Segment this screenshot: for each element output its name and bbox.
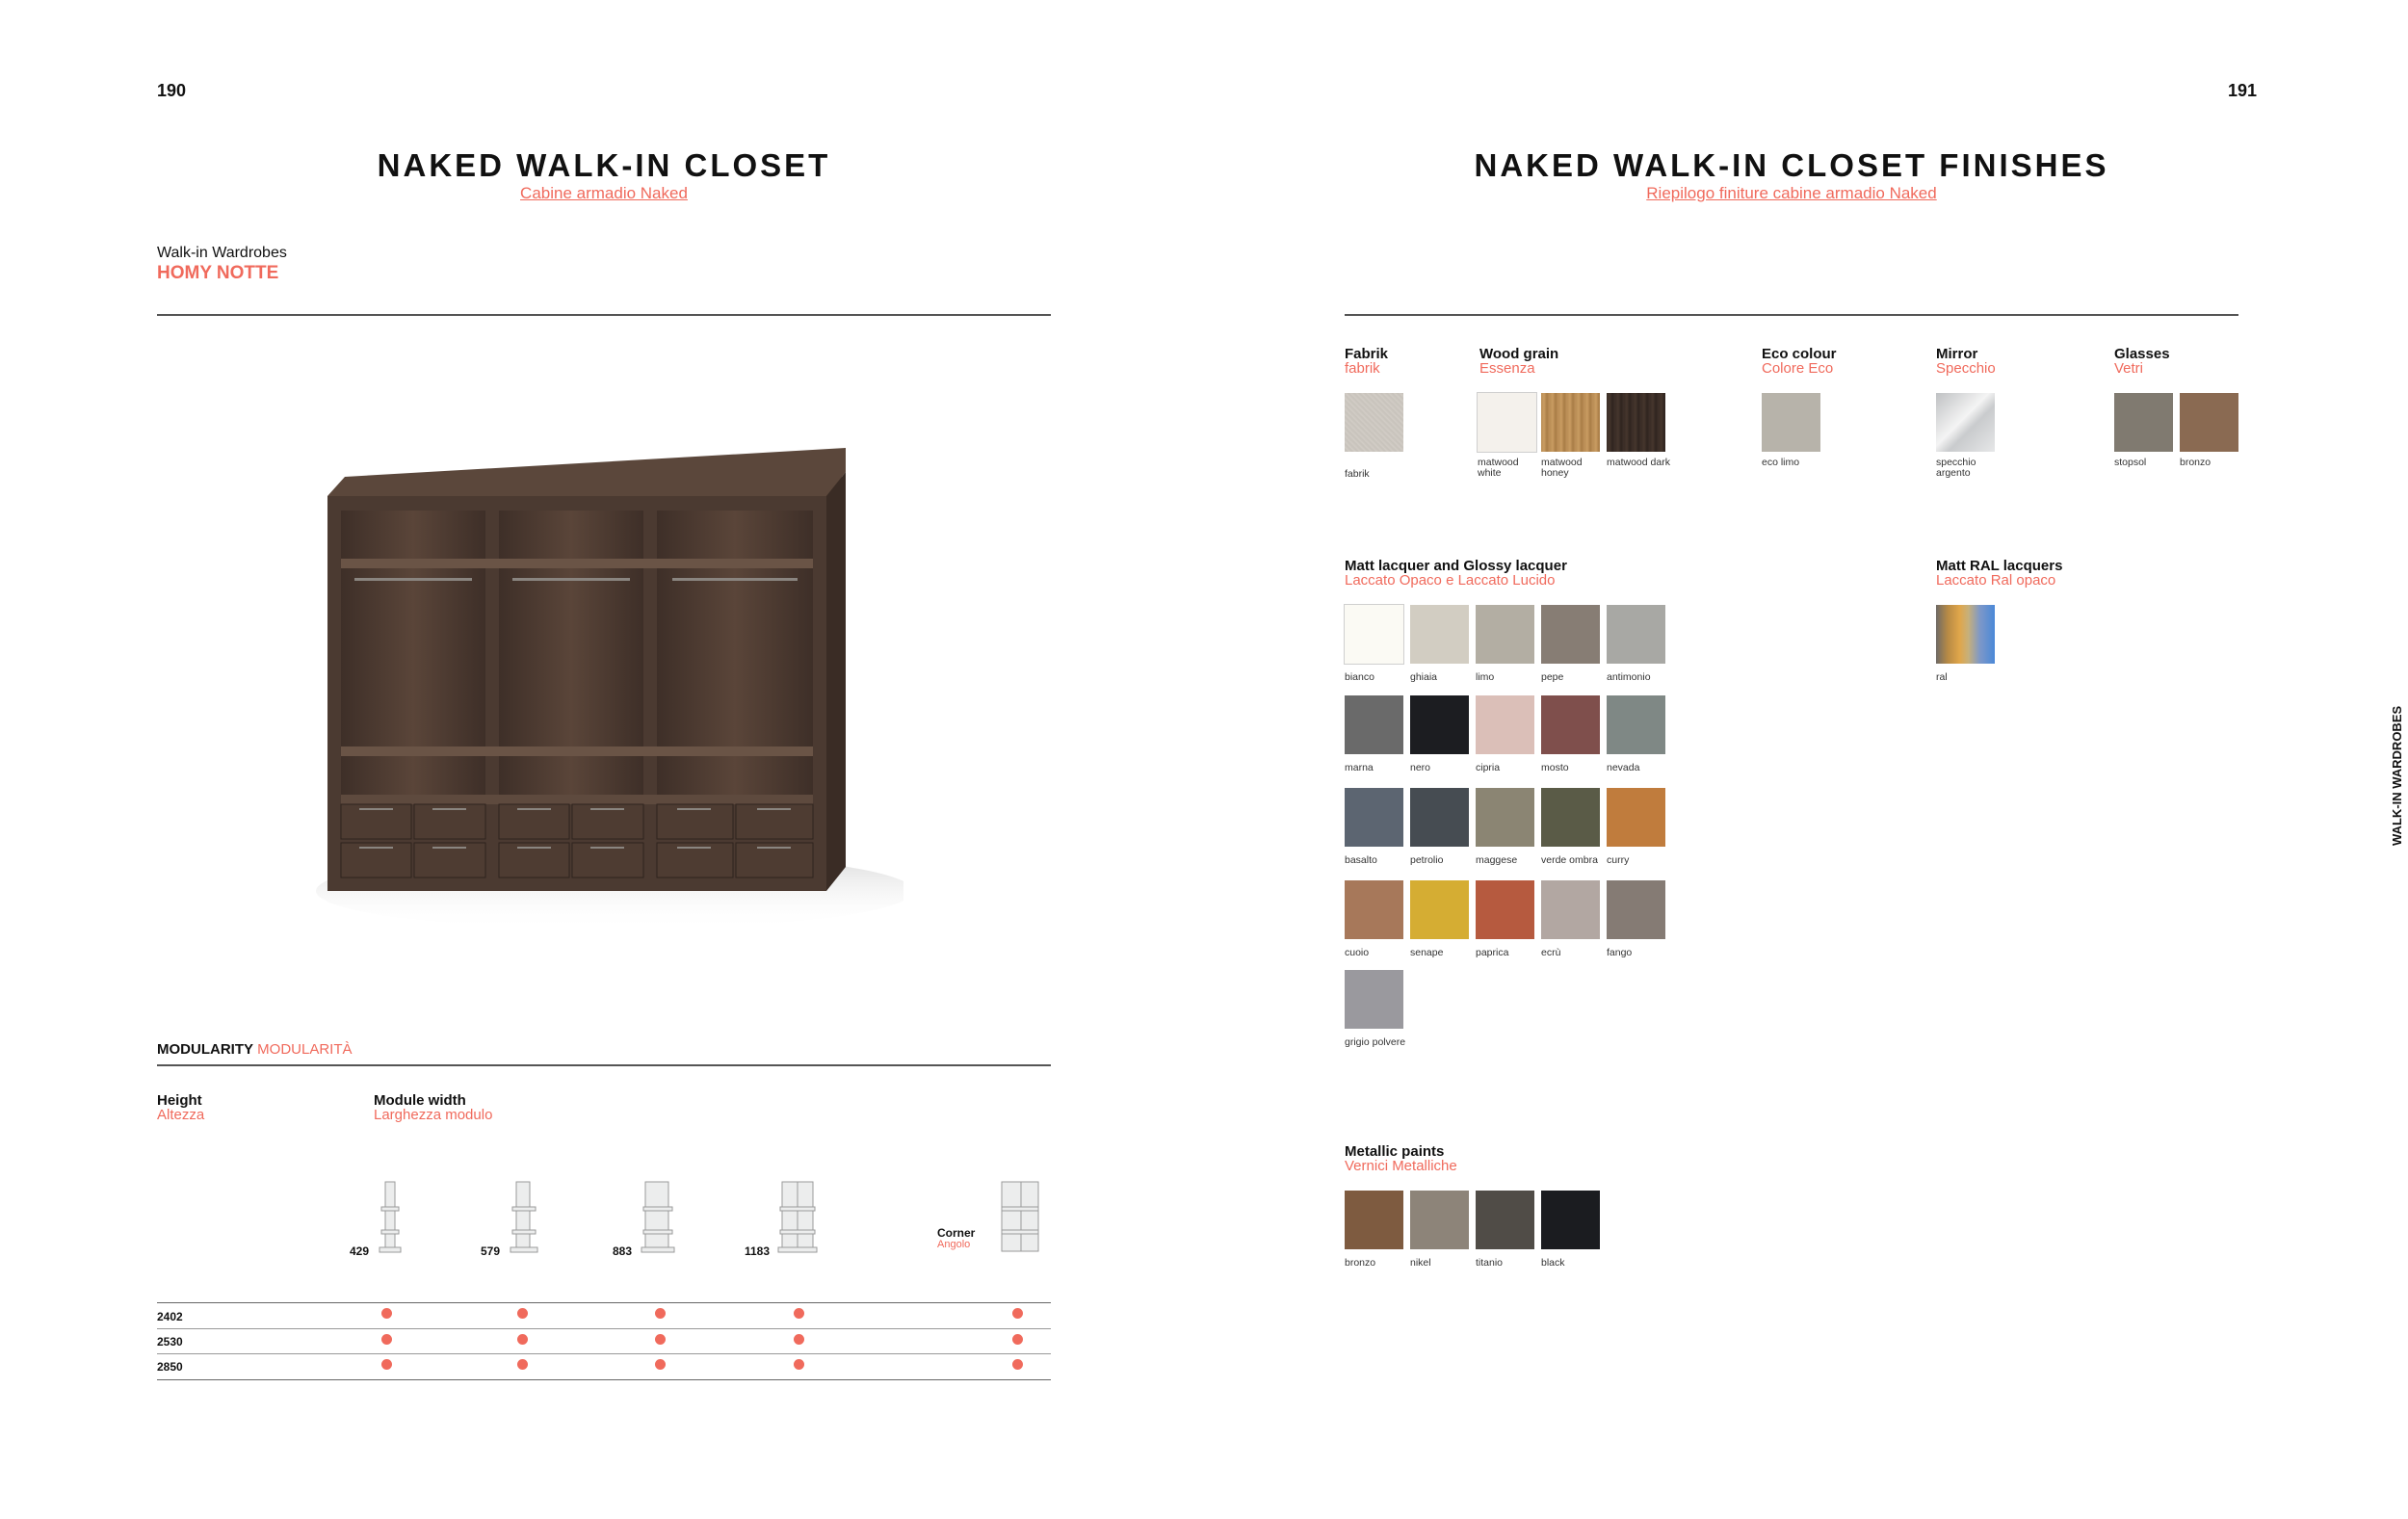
page-number-left: 190: [157, 81, 187, 100]
swatch-label: nero: [1410, 762, 1431, 773]
swatch-cuoio[interactable]: [1345, 880, 1403, 939]
corner-label: Corner: [937, 1226, 976, 1240]
swatch-ghiaia[interactable]: [1410, 605, 1469, 664]
availability-dot: [517, 1359, 528, 1370]
availability-dot: [794, 1359, 804, 1370]
swatch-label: marna: [1345, 762, 1374, 773]
swatch-matwood-dark[interactable]: [1607, 393, 1665, 452]
corner-label-it: Angolo: [937, 1239, 971, 1250]
swatch-label: paprica: [1476, 947, 1509, 958]
swatch-label: senape: [1410, 947, 1444, 958]
swatch-nevada[interactable]: [1607, 695, 1665, 754]
width-579: 579: [481, 1244, 501, 1258]
module-icon-1183: [776, 1180, 821, 1260]
swatch-label: petrolio: [1410, 854, 1444, 866]
swatch-label: ghiaia: [1410, 671, 1438, 683]
modularity-divider: [157, 1064, 1051, 1066]
swatch-marna[interactable]: [1345, 695, 1403, 754]
swatch-label: bronzo: [2180, 457, 2212, 468]
height-2530: 2530: [157, 1335, 183, 1349]
swatch-label: maggese: [1476, 854, 1518, 866]
swatch-matwood-white[interactable]: [1478, 393, 1536, 452]
module-icon-883: [640, 1180, 678, 1260]
swatch-label: verde ombra: [1541, 854, 1598, 866]
swatch-basalto[interactable]: [1345, 788, 1403, 847]
page-title-left: NAKED WALK-IN CLOSET: [377, 147, 831, 183]
eco-subheading: Colore Eco: [1762, 360, 1834, 377]
divider: [1345, 314, 2238, 316]
swatch-label: matwood honey: [1541, 457, 1583, 479]
modularity-heading: [157, 1041, 353, 1058]
swatch-label: ecrù: [1541, 947, 1561, 958]
width-883: 883: [613, 1244, 633, 1258]
lacquer-heading: Matt lacquer and Glossy lacquer: [1345, 558, 1567, 574]
ral-heading: Matt RAL lacquers: [1936, 558, 2063, 574]
module-width-label-it: Larghezza modulo: [374, 1107, 493, 1123]
module-width-label: Module width: [374, 1092, 466, 1109]
swatch-titanio[interactable]: [1476, 1191, 1534, 1249]
swatch-bronzo[interactable]: [1345, 1191, 1403, 1249]
swatch-nero[interactable]: [1410, 695, 1469, 754]
ral-subheading: Laccato Ral opaco: [1936, 572, 2056, 589]
availability-dot: [517, 1334, 528, 1345]
table-rule: [157, 1353, 1051, 1354]
availability-dot: [1012, 1334, 1023, 1345]
swatch-pepe[interactable]: [1541, 605, 1600, 664]
page-number-right: 191: [2228, 81, 2258, 100]
swatch-ral[interactable]: [1936, 605, 1995, 664]
modularity-label: MODULARITY: [157, 1041, 253, 1058]
swatch-label: bronzo: [1345, 1257, 1376, 1269]
swatch-label: nevada: [1607, 762, 1640, 773]
module-icon-corner: [998, 1180, 1044, 1260]
glasses-subheading: Vetri: [2114, 360, 2144, 377]
swatch-label: eco limo: [1762, 457, 1800, 468]
swatch-label: matwood dark: [1607, 457, 1670, 468]
availability-dot: [517, 1308, 528, 1319]
swatch-label: limo: [1476, 671, 1495, 683]
table-rule: [157, 1328, 1051, 1329]
swatch-verde-ombra[interactable]: [1541, 788, 1600, 847]
swatch-label: cipria: [1476, 762, 1501, 773]
availability-dot: [381, 1308, 392, 1319]
availability-dot: [1012, 1308, 1023, 1319]
modularity-label-it: MODULARITÀ: [257, 1041, 353, 1058]
swatch-label: nikel: [1410, 1257, 1431, 1269]
swatch-eco-limo[interactable]: [1762, 393, 1820, 452]
fabrik-subheading: fabrik: [1345, 360, 1380, 377]
swatch-paprica[interactable]: [1476, 880, 1534, 939]
swatch-label: basalto: [1345, 854, 1377, 866]
swatch-label: grigio polvere: [1345, 1036, 1406, 1048]
availability-dot: [655, 1334, 666, 1345]
swatch-nikel[interactable]: [1410, 1191, 1469, 1249]
mirror-heading: Mirror: [1936, 346, 1978, 362]
swatch-bianco[interactable]: [1345, 605, 1403, 664]
swatch-fabrik[interactable]: [1345, 393, 1403, 452]
divider: [157, 314, 1051, 316]
width-429: 429: [350, 1244, 370, 1258]
height-2402: 2402: [157, 1310, 183, 1323]
swatch-limo[interactable]: [1476, 605, 1534, 664]
swatch-matwood-honey[interactable]: [1541, 393, 1600, 452]
availability-dot: [794, 1308, 804, 1319]
height-label-it: Altezza: [157, 1107, 205, 1123]
module-icon-429: [378, 1180, 406, 1260]
swatch-label: black: [1541, 1257, 1565, 1269]
height-2850: 2850: [157, 1360, 183, 1374]
category-label: Walk-in Wardrobes: [157, 245, 287, 261]
wood-heading: Wood grain: [1479, 346, 1559, 362]
availability-dot: [381, 1359, 392, 1370]
availability-dot: [381, 1334, 392, 1345]
swatch-label: fabrik: [1345, 468, 1370, 480]
availability-dot: [794, 1334, 804, 1345]
swatch-mosto[interactable]: [1541, 695, 1600, 754]
table-top-rule: [157, 1302, 1051, 1303]
swatch-cipria[interactable]: [1476, 695, 1534, 754]
height-label: Height: [157, 1092, 202, 1109]
swatch-label: specchio argento: [1936, 457, 1976, 479]
swatch-label: fango: [1607, 947, 1633, 958]
wardrobe-image: [306, 438, 903, 949]
swatch-petrolio[interactable]: [1410, 788, 1469, 847]
wood-subheading: Essenza: [1479, 360, 1535, 377]
swatch-bronzo[interactable]: [2180, 393, 2238, 452]
fabrik-heading: Fabrik: [1345, 346, 1389, 362]
page-subtitle-right[interactable]: Riepilogo finiture cabine armadio Naked: [1646, 184, 1937, 202]
swatch-curry[interactable]: [1607, 788, 1665, 847]
metallic-heading: Metallic paints: [1345, 1143, 1445, 1160]
swatch-senape[interactable]: [1410, 880, 1469, 939]
swatch-grigio-polvere[interactable]: [1345, 970, 1403, 1029]
eco-heading: Eco colour: [1762, 346, 1837, 362]
lacquer-subheading: Laccato Opaco e Laccato Lucido: [1345, 572, 1556, 589]
module-icon-579: [509, 1180, 541, 1260]
page-title-right: NAKED WALK-IN CLOSET FINISHES: [1474, 147, 2109, 183]
glasses-heading: Glasses: [2114, 346, 2170, 362]
swatch-black[interactable]: [1541, 1191, 1600, 1249]
metallic-subheading: Vernici Metalliche: [1345, 1158, 1457, 1174]
swatch-label: pepe: [1541, 671, 1564, 683]
swatch-label: antimonio: [1607, 671, 1651, 683]
availability-dot: [655, 1359, 666, 1370]
swatch-maggese[interactable]: [1476, 788, 1534, 847]
swatch-label: ral: [1936, 671, 1948, 683]
availability-dot: [655, 1308, 666, 1319]
width-1183: 1183: [745, 1244, 771, 1258]
page-subtitle-left[interactable]: Cabine armadio Naked: [520, 184, 688, 202]
swatch-label: cuoio: [1345, 947, 1370, 958]
swatch-label: stopsol: [2114, 457, 2147, 468]
swatch-stopsol[interactable]: [2114, 393, 2173, 452]
table-bottom-rule: [157, 1379, 1051, 1380]
swatch-fango[interactable]: [1607, 880, 1665, 939]
swatch-label: mosto: [1541, 762, 1569, 773]
swatch-label: bianco: [1345, 671, 1374, 683]
swatch-label: matwood white: [1478, 457, 1519, 479]
swatch-label: curry: [1607, 854, 1630, 866]
swatch-antimonio[interactable]: [1607, 605, 1665, 664]
swatch-specchio-argento[interactable]: [1936, 393, 1995, 452]
mirror-subheading: Specchio: [1936, 360, 1996, 377]
side-tab: WALK-IN WARDROBES: [2390, 705, 2404, 846]
availability-dot: [1012, 1359, 1023, 1370]
swatch-label: titanio: [1476, 1257, 1504, 1269]
collection-label: HOMY NOTTE: [157, 263, 279, 283]
swatch-ecrù[interactable]: [1541, 880, 1600, 939]
